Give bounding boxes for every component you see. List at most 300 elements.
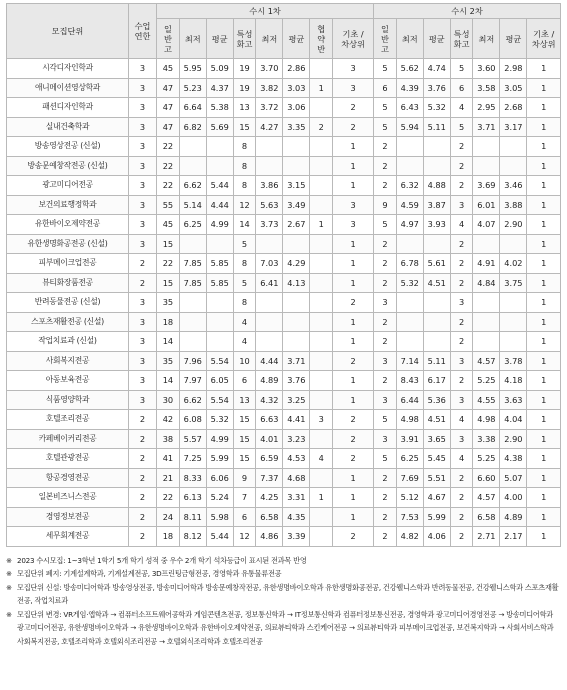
table-row [7, 468, 561, 488]
table-cell [500, 332, 527, 352]
table-cell [500, 137, 527, 157]
table-row [7, 429, 561, 449]
table-cell: 2 [333, 527, 374, 547]
dept-name-cell: 호텔조리전공 [7, 410, 129, 430]
table-cell: 5.11 [423, 351, 450, 371]
table-cell: 3 [450, 351, 473, 371]
table-cell: 21 [157, 468, 180, 488]
table-cell: 4.01 [256, 429, 283, 449]
table-cell: 7.85 [179, 273, 206, 293]
dept-name-cell: 패션디자인학과 [7, 98, 129, 118]
table-cell: 4.32 [256, 390, 283, 410]
table-cell: 5.09 [206, 59, 233, 79]
table-row [7, 410, 561, 430]
table-cell: 3.76 [423, 78, 450, 98]
table-cell: 6 [233, 371, 256, 391]
table-cell: 5.85 [206, 254, 233, 274]
table-row [7, 254, 561, 274]
table-cell: 1 [527, 156, 561, 176]
table-row [7, 449, 561, 469]
table-cell: 2 [374, 468, 397, 488]
table-cell [310, 429, 333, 449]
table-cell: 6.62 [179, 390, 206, 410]
table-cell: 1 [527, 273, 561, 293]
table-cell: 3 [374, 429, 397, 449]
table-cell: 6.58 [256, 507, 283, 527]
table-cell: 3.60 [473, 59, 500, 79]
table-cell: 2.17 [500, 527, 527, 547]
table-cell: 15 [157, 273, 180, 293]
table-cell: 4.84 [473, 273, 500, 293]
table-cell: 7.97 [179, 371, 206, 391]
table-cell [283, 332, 310, 352]
table-cell: 1 [333, 137, 374, 157]
table-cell: 1 [527, 176, 561, 196]
table-cell [283, 293, 310, 313]
table-cell [310, 351, 333, 371]
table-cell: 4 [450, 410, 473, 430]
table-cell: 6.32 [396, 176, 423, 196]
table-cell: 5.99 [206, 449, 233, 469]
table-cell: 5.32 [206, 410, 233, 430]
table-cell: 4 [450, 215, 473, 235]
dept-name-cell: 카페베이커리전공 [7, 429, 129, 449]
table-cell: 1 [527, 507, 561, 527]
table-cell: 5.98 [206, 507, 233, 527]
table-row [7, 117, 561, 137]
table-cell: 1 [333, 234, 374, 254]
table-cell: 4.04 [500, 410, 527, 430]
notes-section [6, 554, 561, 649]
table-cell: 3.91 [396, 429, 423, 449]
table-cell: 8.11 [179, 507, 206, 527]
table-cell: 8 [233, 293, 256, 313]
table-cell: 2 [374, 234, 397, 254]
table-cell: 3.25 [283, 390, 310, 410]
table-cell: 3 [129, 332, 157, 352]
table-cell [256, 332, 283, 352]
table-cell: 30 [157, 390, 180, 410]
table-cell: 4.82 [396, 527, 423, 547]
table-cell: 4.29 [283, 254, 310, 274]
table-cell: 2.68 [500, 98, 527, 118]
table-cell: 3 [129, 98, 157, 118]
table-cell: 2 [333, 117, 374, 137]
header-min: 최저 [179, 19, 206, 59]
table-cell: 2 [450, 527, 473, 547]
table-cell: 3 [374, 351, 397, 371]
table-cell: 5.32 [423, 98, 450, 118]
table-cell: 8.12 [179, 527, 206, 547]
table-cell: 22 [157, 156, 180, 176]
table-cell: 7.14 [396, 351, 423, 371]
table-cell: 18 [157, 312, 180, 332]
table-cell: 55 [157, 195, 180, 215]
table-cell: 5.63 [256, 195, 283, 215]
table-cell [473, 156, 500, 176]
table-cell [206, 234, 233, 254]
table-cell: 19 [233, 59, 256, 79]
admission-table [6, 3, 561, 547]
table-cell: 3 [129, 176, 157, 196]
table-cell: 2 [450, 273, 473, 293]
table-cell: 6.63 [256, 410, 283, 430]
table-cell: 5.12 [396, 488, 423, 508]
table-cell: 3.87 [423, 195, 450, 215]
table-cell: 7.85 [179, 254, 206, 274]
table-cell: 19 [233, 78, 256, 98]
note-mark: ※ [6, 569, 12, 579]
table-cell: 3.23 [283, 429, 310, 449]
table-cell: 1 [333, 468, 374, 488]
dept-name-cell: 방송영상전공 (신설) [7, 137, 129, 157]
table-cell: 4.67 [423, 488, 450, 508]
table-cell [423, 234, 450, 254]
table-cell: 45 [157, 215, 180, 235]
dept-name-cell: 실내건축학과 [7, 117, 129, 137]
table-cell: 3 [129, 312, 157, 332]
table-cell: 3.71 [283, 351, 310, 371]
table-row [7, 176, 561, 196]
table-cell [310, 234, 333, 254]
header-avg2: 평균 [283, 19, 310, 59]
table-cell: 6.43 [396, 98, 423, 118]
table-cell: 5.44 [206, 527, 233, 547]
table-cell: 1 [333, 312, 374, 332]
table-cell: 8 [233, 137, 256, 157]
table-cell: 4.99 [206, 215, 233, 235]
table-cell: 5 [233, 234, 256, 254]
table-cell: 6.06 [206, 468, 233, 488]
table-cell: 47 [157, 117, 180, 137]
table-cell: 3.46 [500, 176, 527, 196]
table-cell: 2.90 [500, 429, 527, 449]
table-cell: 4 [310, 449, 333, 469]
header-round1: 수시 1차 [157, 4, 374, 19]
table-cell: 4.53 [283, 449, 310, 469]
table-cell: 3 [129, 78, 157, 98]
table-cell: 22 [157, 254, 180, 274]
note-mark: ※ [6, 609, 12, 619]
table-cell: 2.90 [500, 215, 527, 235]
table-cell: 2 [129, 254, 157, 274]
note-text: 2023 수시모집: 1~3학년 1학기 5개 학기 성적 중 우수 2개 학기 석차등급이 표시된 전과목 반영 [17, 555, 307, 565]
table-cell: 3 [374, 390, 397, 410]
table-cell: 5.11 [423, 117, 450, 137]
note-text: 모집단위 변경: VR게임·앱학과 → 컴퓨터소프트웨어공학과 게임콘텐츠전공, 정보통신학과 → IT정보통신학과 컴퓨터정보통신전공, 경영학과 광고미디어경영전공 → 방송미디어학과 광고미디어전공, 유한생명바이오학과 → 유한생명바이오학과 유한바이오제약전공, 의료뷰티학과 스킨케어전공 → 의료뷰티학과 피부메이크업전공, 보건복지학과 → 사회서비스학과 사회복지전공, 호텔조리학과 호텔외식조리전공 → 호텔외식조리학과 호텔조리전공 [17, 609, 554, 647]
dept-name-cell: 세무회계전공 [7, 527, 129, 547]
table-cell: 2 [333, 410, 374, 430]
table-cell: 6.62 [179, 176, 206, 196]
table-cell [423, 137, 450, 157]
table-cell: 1 [310, 488, 333, 508]
table-cell [473, 332, 500, 352]
table-cell: 5.95 [179, 59, 206, 79]
table-cell: 2.98 [500, 59, 527, 79]
table-cell: 5 [374, 117, 397, 137]
table-cell: 1 [527, 137, 561, 157]
table-cell: 3 [129, 195, 157, 215]
table-cell: 3.05 [500, 78, 527, 98]
table-cell: 2 [374, 527, 397, 547]
table-cell: 3.69 [473, 176, 500, 196]
table-cell: 5.54 [206, 390, 233, 410]
table-cell: 2 [333, 98, 374, 118]
table-cell [310, 293, 333, 313]
table-cell: 3 [129, 117, 157, 137]
table-cell [423, 156, 450, 176]
table-cell: 12 [233, 527, 256, 547]
table-cell: 2 [129, 488, 157, 508]
table-cell [423, 332, 450, 352]
table-cell: 2 [450, 137, 473, 157]
table-cell: 3 [129, 215, 157, 235]
table-cell: 3 [450, 429, 473, 449]
table-cell [310, 312, 333, 332]
table-cell: 1 [527, 293, 561, 313]
table-cell [310, 98, 333, 118]
table-cell [256, 156, 283, 176]
table-cell: 1 [333, 390, 374, 410]
note-text: 모집단위 폐지: 기계설계학과, 기계설계전공, 3D프린팅금형전공, 경영학과 유통물류전공 [17, 569, 282, 579]
dept-name-cell: 뷰티화장품전공 [7, 273, 129, 293]
table-cell: 3.03 [283, 78, 310, 98]
table-cell: 3.35 [283, 117, 310, 137]
table-cell: 18 [157, 527, 180, 547]
table-cell [310, 137, 333, 157]
table-cell: 2 [450, 176, 473, 196]
table-cell [396, 137, 423, 157]
table-cell [310, 176, 333, 196]
table-cell: 2 [374, 176, 397, 196]
table-cell: 3.88 [500, 195, 527, 215]
dept-name-cell: 애니메이션영상학과 [7, 78, 129, 98]
table-row [7, 78, 561, 98]
table-cell: 3 [450, 195, 473, 215]
table-cell [473, 234, 500, 254]
table-cell: 47 [157, 78, 180, 98]
table-cell: 4.89 [500, 507, 527, 527]
table-cell: 22 [157, 176, 180, 196]
table-cell: 6.78 [396, 254, 423, 274]
table-cell: 1 [333, 156, 374, 176]
table-cell: 3 [129, 59, 157, 79]
table-cell: 5.61 [423, 254, 450, 274]
table-cell: 5 [374, 449, 397, 469]
table-cell: 2 [450, 312, 473, 332]
table-cell: 2 [450, 332, 473, 352]
table-cell: 2 [129, 507, 157, 527]
table-cell: 5.24 [206, 488, 233, 508]
table-cell: 3.17 [500, 117, 527, 137]
table-cell [206, 293, 233, 313]
table-cell: 35 [157, 351, 180, 371]
table-cell: 1 [527, 234, 561, 254]
table-cell: 13 [233, 390, 256, 410]
note-item [6, 581, 561, 608]
table-cell: 5.07 [500, 468, 527, 488]
table-cell: 4.57 [473, 488, 500, 508]
table-cell: 2 [450, 468, 473, 488]
table-cell: 2 [333, 449, 374, 469]
table-cell: 7.53 [396, 507, 423, 527]
table-cell [310, 332, 333, 352]
table-cell: 1 [310, 78, 333, 98]
dept-name-cell: 시각디자인학과 [7, 59, 129, 79]
table-cell: 1 [527, 332, 561, 352]
table-cell: 5.25 [473, 371, 500, 391]
table-cell [396, 293, 423, 313]
table-cell: 2 [310, 117, 333, 137]
header-special-r2: 특성 화고 [450, 19, 473, 59]
table-cell: 4.27 [256, 117, 283, 137]
table-cell: 38 [157, 429, 180, 449]
header-general: 일 반 고 [157, 19, 180, 59]
table-row [7, 351, 561, 371]
table-cell: 24 [157, 507, 180, 527]
table-cell: 5.25 [473, 449, 500, 469]
dept-name-cell: 항공경영전공 [7, 468, 129, 488]
table-cell: 2 [129, 410, 157, 430]
table-cell: 4.74 [423, 59, 450, 79]
table-cell: 2 [129, 449, 157, 469]
dept-name-cell: 일본비즈니스전공 [7, 488, 129, 508]
table-cell: 1 [527, 410, 561, 430]
table-cell [179, 234, 206, 254]
table-cell: 3.70 [256, 59, 283, 79]
table-cell: 1 [333, 332, 374, 352]
table-cell: 47 [157, 98, 180, 118]
table-cell: 4.97 [396, 215, 423, 235]
table-cell: 1 [527, 59, 561, 79]
table-cell: 3.49 [283, 195, 310, 215]
table-cell: 3.58 [473, 78, 500, 98]
table-row [7, 273, 561, 293]
table-cell: 9 [233, 468, 256, 488]
table-cell: 3.38 [473, 429, 500, 449]
header-min2: 최저 [256, 19, 283, 59]
table-cell: 4.06 [423, 527, 450, 547]
note-text: 모집단위 신설: 방송미디어학과 방송영상전공, 방송미디어학과 방송문예창작전공, 유한생명바이오학과 유한생명화공전공, 건강웰니스학과 반려동물전공, 건강웰니스학과 스포츠재활전공, 작업치료과 [17, 582, 559, 606]
table-cell [310, 527, 333, 547]
table-cell: 3.93 [423, 215, 450, 235]
table-cell: 3 [333, 195, 374, 215]
table-cell: 2 [450, 507, 473, 527]
table-cell: 5 [450, 117, 473, 137]
table-cell: 4.37 [206, 78, 233, 98]
table-cell: 4.41 [283, 410, 310, 430]
table-cell: 4.51 [423, 273, 450, 293]
table-cell: 2 [333, 293, 374, 313]
note-item [6, 554, 561, 568]
table-cell: 4.89 [256, 371, 283, 391]
table-cell [423, 293, 450, 313]
table-cell: 5.51 [423, 468, 450, 488]
table-cell: 2.67 [283, 215, 310, 235]
table-cell: 3 [129, 371, 157, 391]
table-cell [500, 156, 527, 176]
table-cell: 5.23 [179, 78, 206, 98]
table-cell: 1 [527, 390, 561, 410]
table-cell: 6.13 [179, 488, 206, 508]
table-cell: 1 [310, 215, 333, 235]
dept-name-cell: 유한생명화공전공 (신설) [7, 234, 129, 254]
table-cell: 6 [450, 78, 473, 98]
table-row [7, 98, 561, 118]
table-row [7, 215, 561, 235]
dept-name-cell: 방송문예창작전공 (신설) [7, 156, 129, 176]
dept-name-cell: 유한바이오제약전공 [7, 215, 129, 235]
table-cell: 5 [374, 215, 397, 235]
header-min-r2: 최저 [396, 19, 423, 59]
table-cell: 6.60 [473, 468, 500, 488]
table-cell: 35 [157, 293, 180, 313]
table-cell [206, 156, 233, 176]
table-cell: 9 [374, 195, 397, 215]
table-cell: 5 [450, 59, 473, 79]
header-avg-r2: 평균 [423, 19, 450, 59]
dept-name-cell: 사회복지전공 [7, 351, 129, 371]
table-cell: 6.82 [179, 117, 206, 137]
table-cell: 15 [157, 234, 180, 254]
table-cell: 41 [157, 449, 180, 469]
table-cell: 6.44 [396, 390, 423, 410]
table-cell [179, 332, 206, 352]
table-cell: 3 [129, 137, 157, 157]
table-cell: 5.54 [206, 351, 233, 371]
table-cell: 3.39 [283, 527, 310, 547]
table-cell [423, 312, 450, 332]
table-cell: 4.00 [500, 488, 527, 508]
table-cell: 4.68 [283, 468, 310, 488]
header-avg: 평균 [206, 19, 233, 59]
header-basic-r2: 기초 / 차상위 [527, 19, 561, 59]
table-cell: 1 [527, 98, 561, 118]
table-cell: 4.35 [283, 507, 310, 527]
table-cell: 3.63 [500, 390, 527, 410]
table-cell: 4.59 [396, 195, 423, 215]
table-row [7, 371, 561, 391]
header-years: 수업 연한 [129, 4, 157, 59]
table-cell: 1 [527, 312, 561, 332]
table-row [7, 137, 561, 157]
table-cell: 6.41 [256, 273, 283, 293]
dept-name-cell: 아동보육전공 [7, 371, 129, 391]
table-cell: 2 [374, 137, 397, 157]
table-cell: 14 [157, 332, 180, 352]
table-cell: 6 [374, 78, 397, 98]
table-cell: 1 [333, 273, 374, 293]
table-cell: 4.44 [256, 351, 283, 371]
table-cell [396, 312, 423, 332]
table-cell: 3.86 [256, 176, 283, 196]
table-cell: 3.82 [256, 78, 283, 98]
table-cell: 1 [333, 488, 374, 508]
table-cell: 2 [374, 273, 397, 293]
table-cell: 1 [527, 488, 561, 508]
table-cell: 6.05 [206, 371, 233, 391]
note-item [6, 608, 561, 649]
table-cell: 4.55 [473, 390, 500, 410]
table-cell [179, 137, 206, 157]
table-cell: 3 [129, 293, 157, 313]
table-cell: 14 [233, 215, 256, 235]
header-avg2-r2: 평균 [500, 19, 527, 59]
table-row [7, 59, 561, 79]
table-row [7, 234, 561, 254]
table-cell: 4.44 [206, 195, 233, 215]
table-cell: 3.78 [500, 351, 527, 371]
